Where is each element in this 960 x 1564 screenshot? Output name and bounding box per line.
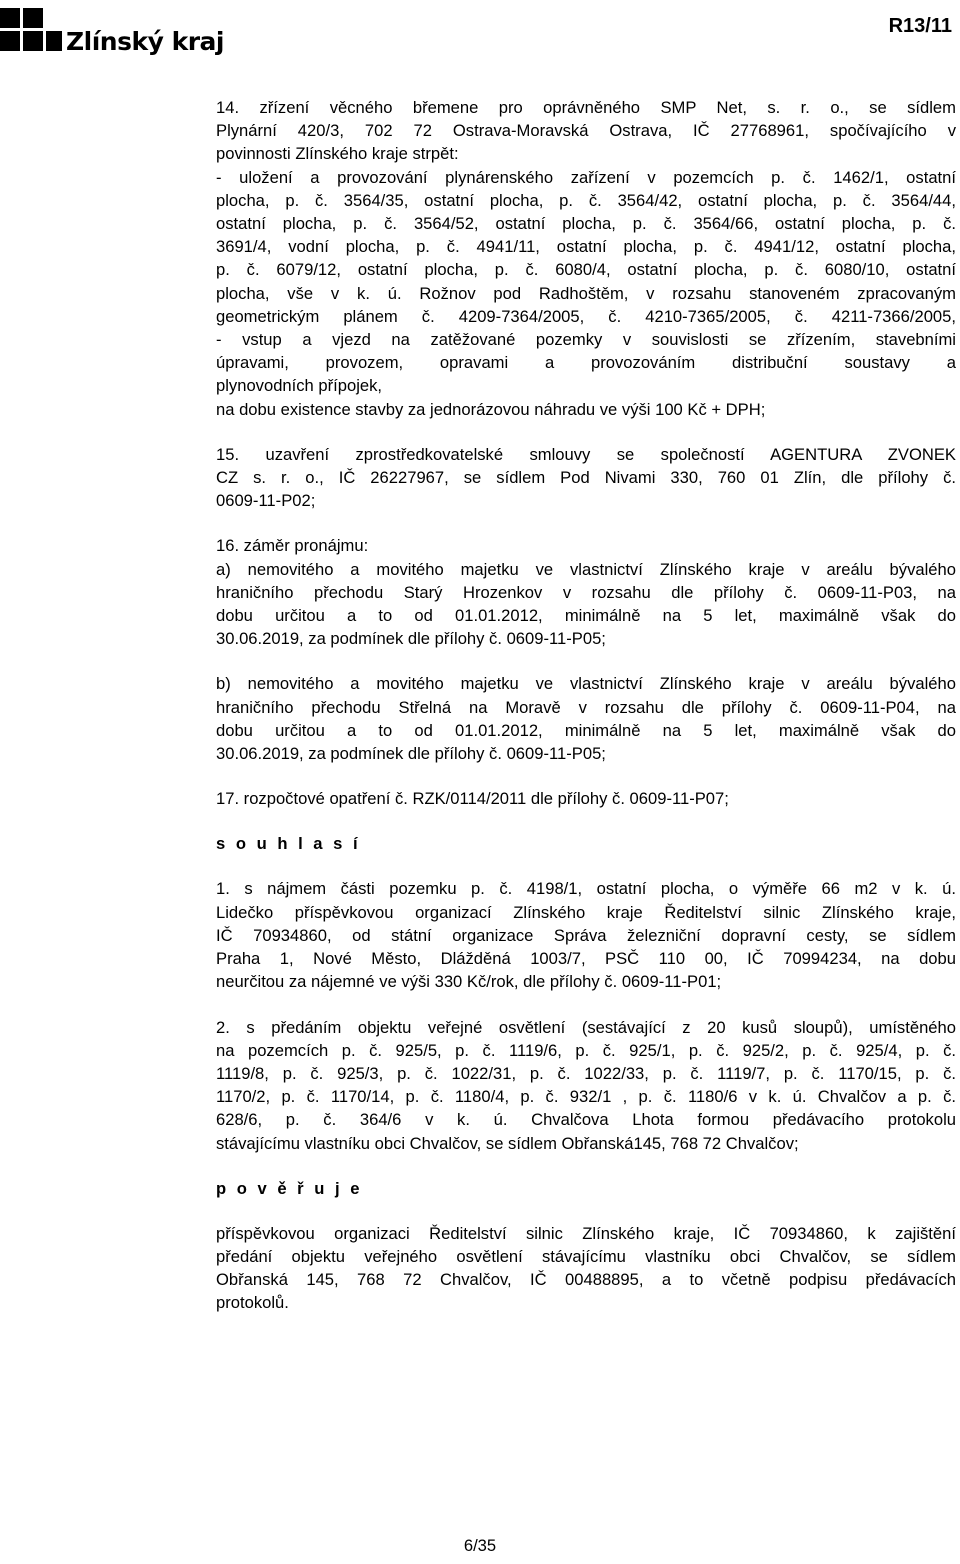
- text-line: Plynární 420/3, 702 72 Ostrava-Moravská Ostrava, IČ 27768961, spočívajícího v: [216, 121, 956, 141]
- item-15: [216, 443, 956, 513]
- text-line: 14. zřízení věcného břemene pro oprávněného SMP Net, s. r. o., se sídlem: [216, 98, 956, 117]
- text-line: 30.06.2019, za podmínek dle přílohy č. 0609-11-P05;: [216, 744, 606, 764]
- zlinsky-kraj-logo: [0, 8, 224, 58]
- text-line: Obřanská 145, 768 72 Chvalčov, IČ 00488895, a to včetně podpisu předávacích: [216, 1270, 956, 1290]
- text-line: neurčitou za nájemné ve výši 330 Kč/rok, dle přílohy č. 0609-11-P01;: [216, 972, 722, 992]
- item-16b: [216, 672, 956, 765]
- item-16: [216, 534, 956, 650]
- text-line: 0609-11-P02;: [216, 491, 316, 511]
- text-line: na dobu existence stavby za jednorázovou náhradu ve výši 100 Kč + DPH;: [216, 399, 766, 419]
- text-line: 628/6, p. č. 364/6 v k. ú. Chvalčova Lhota formou předávacího protokolu: [216, 1110, 956, 1130]
- text-line: dobu určitou a to od 01.01.2012, minimálně na 5 let, maximálně však do: [216, 606, 956, 626]
- logo-squares-icon: [0, 8, 62, 54]
- consent-item-2: [216, 1016, 956, 1155]
- text-line: 16. záměr pronájmu:: [216, 536, 369, 556]
- text-line: ostatní plocha, p. č. 3564/52, ostatní plocha, p. č. 3564/66, ostatní plocha, p. č.: [216, 214, 956, 234]
- text-line: protokolů.: [216, 1293, 289, 1313]
- text-line: plynovodních přípojek,: [216, 376, 383, 396]
- text-line: 1119/8, p. č. 925/3, p. č. 1022/31, p. č. 1022/33, p. č. 1119/7, p. č. 1170/15, p. č.: [216, 1063, 956, 1083]
- document-body: [216, 96, 956, 1315]
- text-line: příspěvkovou organizaci Ředitelství silnic Zlínského kraje, IČ 70934860, k zajištění: [216, 1223, 956, 1243]
- text-line: a) nemovitého a movitého majetku ve vlastnictví Zlínského kraje v areálu bývalého: [216, 559, 956, 579]
- text-line: b) nemovitého a movitého majetku ve vlastnictví Zlínského kraje v areálu bývalého: [216, 674, 956, 694]
- authorization-text: [216, 1222, 956, 1315]
- text-line: 1170/2, p. č. 1170/14, p. č. 1180/4, p. č. 932/1 , p. č. 1180/6 v k. ú. Chvalčov a p. č.: [216, 1087, 956, 1107]
- logo-text: Zlínský kraj: [66, 27, 224, 56]
- text-line: hraničního přechodu Střelná na Moravě v rozsahu dle přílohy č. 0609-11-P04, na: [216, 697, 956, 717]
- text-line: na pozemcích p. č. 925/5, p. č. 1119/6, p. č. 925/1, p. č. 925/2, p. č. 925/4, p. č.: [216, 1040, 956, 1060]
- section-heading-souhlasi: s o u h l a s í: [216, 834, 361, 854]
- text-line: povinnosti Zlínského kraje strpět:: [216, 144, 459, 164]
- text-line: plocha, vše v k. ú. Rožnov pod Radhoštěm, v rozsahu stanoveném zpracovaným: [216, 283, 956, 303]
- text-line: p. č. 6079/12, ostatní plocha, p. č. 6080/4, ostatní plocha, p. č. 6080/10, ostatní: [216, 260, 956, 280]
- text-line: hraničního přechodu Starý Hrozenkov v rozsahu dle přílohy č. 0609-11-P03, na: [216, 582, 956, 602]
- text-line: 1. s nájmem části pozemku p. č. 4198/1, ostatní plocha, o výměře 66 m2 v k. ú.: [216, 879, 956, 899]
- item-17: [216, 787, 956, 810]
- text-line: 2. s předáním objektu veřejné osvětlení (sestávající z 20 kusů sloupů), umístěného: [216, 1017, 956, 1037]
- text-line: 15. uzavření zprostředkovatelské smlouvy se společností AGENTURA ZVONEK: [216, 444, 956, 464]
- text-line: úpravami, provozem, opravami a provozováním distribuční soustavy a: [216, 353, 956, 373]
- text-line: IČ 70934860, od státní organizace Správa železniční dopravní cesty, se sídlem: [216, 925, 956, 945]
- text-line: Praha 1, Nové Město, Dlážděná 1003/7, PSČ 110 00, IČ 70994234, na dobu: [216, 949, 956, 969]
- text-line: Lidečko příspěvkovou organizací Zlínského kraje Ředitelství silnic Zlínského kraje,: [216, 902, 956, 922]
- text-line: - vstup a vjezd na zatěžované pozemky v souvislosti se zřízením, stavebními: [216, 330, 956, 350]
- text-line: dobu určitou a to od 01.01.2012, minimálně na 5 let, maximálně však do: [216, 720, 956, 740]
- item-14: [216, 96, 956, 421]
- text-line: plocha, p. č. 3564/35, ostatní plocha, p. č. 3564/42, ostatní plocha, p. č. 3564/44,: [216, 190, 956, 210]
- text-line: 30.06.2019, za podmínek dle přílohy č. 0609-11-P05;: [216, 629, 606, 649]
- text-line: 17. rozpočtové opatření č. RZK/0114/2011 dle přílohy č. 0609-11-P07;: [216, 789, 729, 809]
- consent-item-1: [216, 877, 956, 993]
- text-line: CZ s. r. o., IČ 26227967, se sídlem Pod Nivami 330, 760 01 Zlín, dle přílohy č.: [216, 468, 956, 488]
- text-line: 3691/4, vodní plocha, p. č. 4941/11, ostatní plocha, p. č. 4941/12, ostatní plocha,: [216, 237, 956, 257]
- text-line: geometrickým plánem č. 4209-7364/2005, č. 4210-7365/2005, č. 4211-7366/2005,: [216, 306, 956, 326]
- section-heading-poveruje: p o v ě ř u j e: [216, 1178, 363, 1198]
- document-code: R13/11: [888, 15, 952, 37]
- text-line: - uložení a provozování plynárenského zařízení v pozemcích p. č. 1462/1, ostatní: [216, 167, 956, 187]
- text-line: stávajícímu vlastníku obci Chvalčov, se sídlem Obřanská145, 768 72 Chvalčov;: [216, 1133, 799, 1153]
- page-number: 6/35: [463, 1536, 497, 1555]
- text-line: předání objektu veřejného osvětlení stávajícímu vlastníku obci Chvalčov, se sídlem: [216, 1246, 956, 1266]
